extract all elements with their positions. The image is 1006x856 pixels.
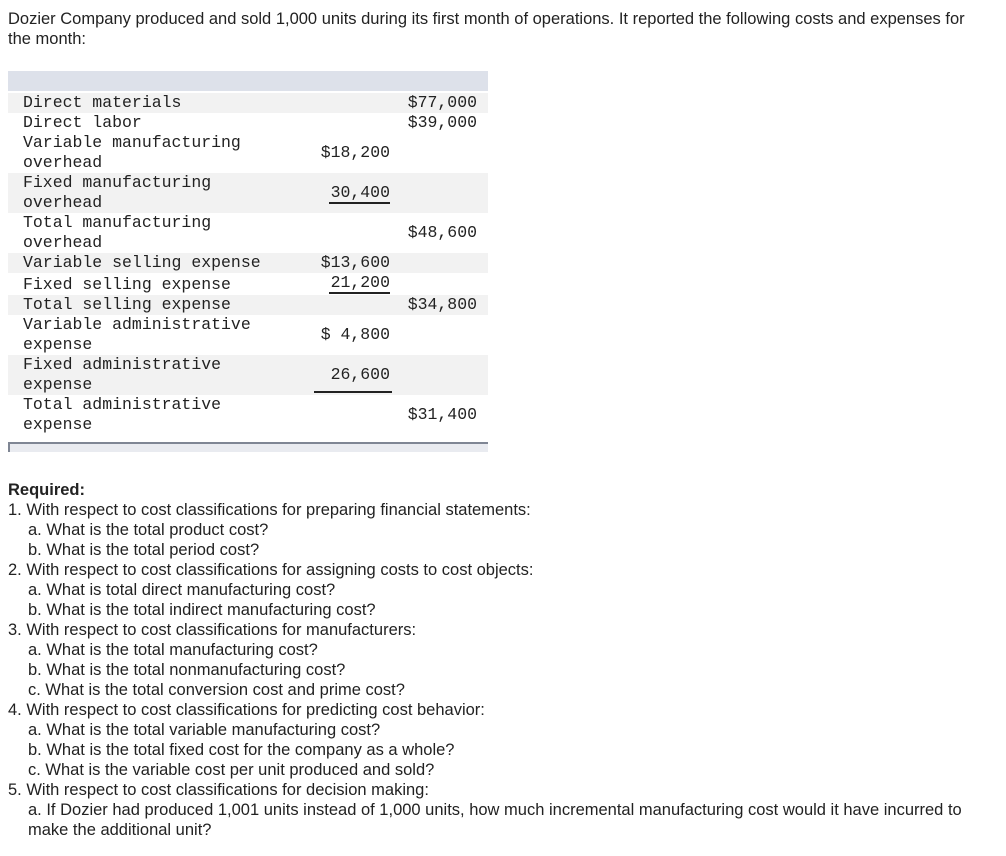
- table-row: [8, 133, 488, 173]
- table-row: [8, 253, 488, 273]
- table-row: [8, 395, 488, 435]
- subtotal-underline: [314, 391, 392, 393]
- required-section: [8, 480, 998, 840]
- row-value-component: $ 4,800: [320, 325, 390, 344]
- table-row: [8, 295, 488, 315]
- table-bottom-rule: [8, 442, 488, 452]
- question-5: 5. With respect to cost classifications for decision making:: [8, 781, 429, 799]
- row-label: Direct materials: [23, 93, 182, 112]
- question-4: 4. With respect to cost classifications for predicting cost behavior:: [8, 701, 485, 719]
- row-value-component: 30,400: [330, 183, 390, 202]
- row-label: Fixed manufacturing overhead: [23, 173, 212, 212]
- row-label: Fixed administrative expense: [23, 355, 222, 394]
- row-label: Variable selling expense: [23, 253, 261, 272]
- question-2b: b. What is the total indirect manufacturing cost?: [28, 601, 376, 619]
- question-2: 2. With respect to cost classifications for assigning costs to cost objects:: [8, 561, 534, 579]
- question-5a: a. If Dozier had produced 1,001 units instead of 1,000 units, how much incremental manufacturing cost would it have incurred to make the additional unit?: [28, 801, 962, 839]
- row-label: Direct labor: [23, 113, 142, 132]
- table-header-bar: [8, 71, 488, 91]
- row-value-total: $39,000: [407, 113, 477, 132]
- cost-table: [8, 71, 488, 453]
- question-1b: b. What is the total period cost?: [28, 541, 260, 559]
- row-value-total: $31,400: [407, 405, 477, 424]
- intro-text: Dozier Company produced and sold 1,000 units during its first month of operations. It reported the following costs and expenses for the month:: [8, 10, 965, 48]
- table-row: [8, 213, 488, 253]
- question-4c: c. What is the variable cost per unit produced and sold?: [28, 761, 435, 779]
- row-value-total: $77,000: [407, 93, 477, 112]
- row-label: Total administrative expense: [23, 395, 222, 434]
- table-row: [8, 355, 488, 395]
- row-value-total: $48,600: [407, 223, 477, 242]
- row-value-component: $13,600: [320, 253, 390, 272]
- row-label: Variable administrative expense: [23, 315, 251, 354]
- table-row: [8, 93, 488, 113]
- question-4b: b. What is the total fixed cost for the company as a whole?: [28, 741, 455, 759]
- question-2a: a. What is total direct manufacturing cost?: [28, 581, 336, 599]
- table-row: [8, 273, 488, 295]
- question-3b: b. What is the total nonmanufacturing cost?: [28, 661, 346, 679]
- question-3c: c. What is the total conversion cost and prime cost?: [28, 681, 405, 699]
- row-label: Fixed selling expense: [23, 275, 231, 294]
- row-value-component: 26,600: [330, 365, 390, 384]
- question-1: 1. With respect to cost classifications for preparing financial statements:: [8, 501, 531, 519]
- question-1a: a. What is the total product cost?: [28, 521, 269, 539]
- row-label: Total selling expense: [23, 295, 231, 314]
- table-row: [8, 173, 488, 213]
- table-row: [8, 315, 488, 355]
- question-3a: a. What is the total manufacturing cost?: [28, 641, 318, 659]
- row-value-component: $18,200: [320, 143, 390, 162]
- required-heading: Required:: [8, 481, 86, 499]
- question-4a: a. What is the total variable manufacturing cost?: [28, 721, 381, 739]
- row-value-total: $34,800: [407, 295, 477, 314]
- row-value-component: 21,200: [330, 273, 390, 292]
- table-row: [8, 113, 488, 133]
- table-bottom-notch: [8, 444, 10, 452]
- question-3: 3. With respect to cost classifications for manufacturers:: [8, 621, 417, 639]
- row-label: Variable manufacturing overhead: [23, 133, 241, 172]
- row-label: Total manufacturing overhead: [23, 213, 212, 252]
